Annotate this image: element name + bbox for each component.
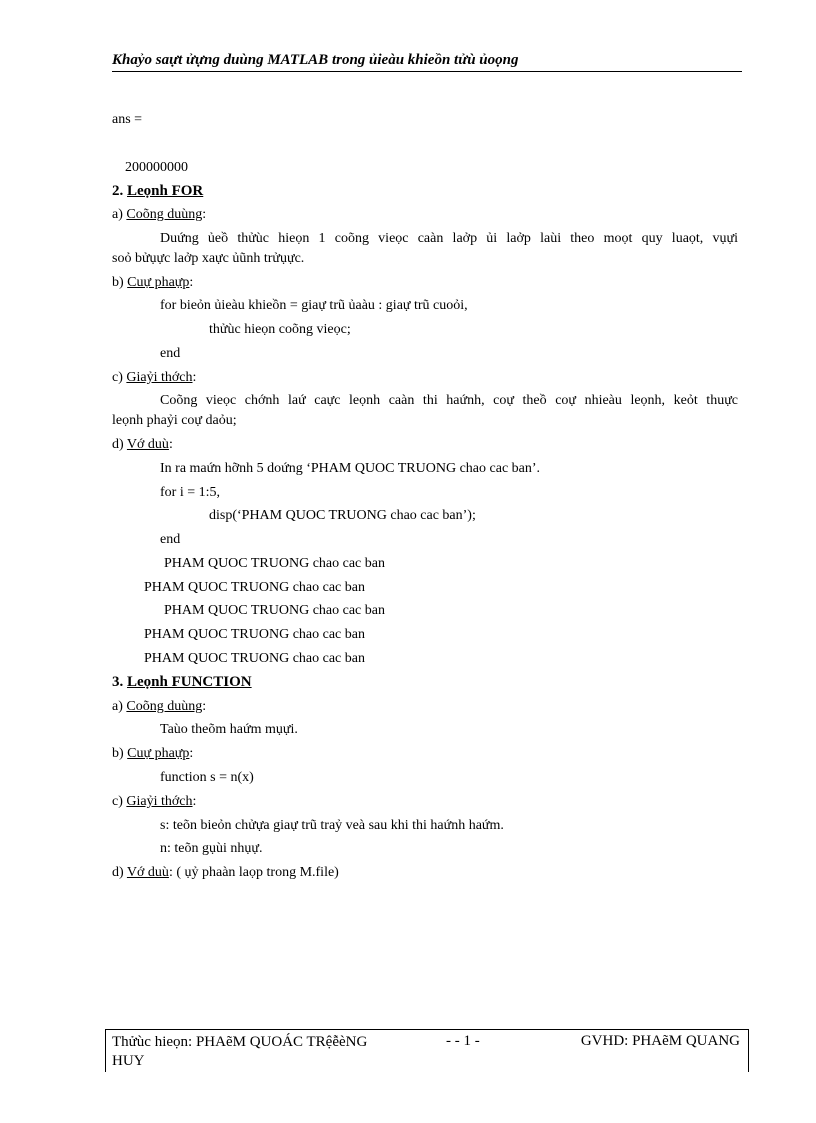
for-example-desc: In ra maứn hỡnh 5 doứng ‘PHAM QUOC TRUONG chao cac ban’. (160, 461, 541, 476)
function-syntax-heading (112, 746, 193, 762)
section-3-heading (112, 674, 252, 691)
function-explain-text-2: n: teõn gụùi nhụự. (160, 841, 263, 856)
function-explain-heading (112, 794, 196, 810)
item-label: Vớ duù (126, 865, 169, 880)
item-colon: : (189, 275, 194, 290)
for-example-heading (112, 437, 173, 453)
page-footer (105, 1029, 749, 1072)
for-syntax-line-2: thửùc hieọn coõng vieọc; (209, 322, 351, 337)
item-label: Coõng duùng (126, 699, 203, 714)
section-2-heading (112, 183, 203, 200)
section-2-title: Leọnh FOR (127, 183, 204, 199)
item-label: Coõng duùng (126, 207, 203, 222)
for-usage-text-cont: soỏ bửụực laởp xaực ủũnh trửụực. (112, 251, 305, 266)
item-prefix: a) (112, 207, 127, 222)
function-example-heading (112, 865, 339, 881)
item-prefix: b) (112, 275, 128, 290)
item-label: Vớ duù (126, 437, 169, 452)
item-label: Cuự phaựp (127, 746, 190, 761)
item-label: Giaỷi thớch (126, 370, 193, 385)
for-explain-heading (112, 370, 196, 386)
footer-page-number: - - 1 - (446, 1033, 480, 1049)
function-explain-text-1: s: teõn bieỏn chửựa giaự trũ traỷ veà sau khi thi haứnh haứm. (160, 818, 504, 833)
item-colon: : (168, 437, 173, 452)
for-explain-text-cont: leọnh phaỷi coự daỏu; (112, 413, 237, 428)
item-colon: : (192, 370, 197, 385)
item-prefix: a) (112, 699, 127, 714)
for-usage-text: Duứng ủeồ thửùc hieọn 1 coõng vieọc caàn laởp ủi laởp laùi theo moọt quy luaọt, vụựi (160, 231, 738, 246)
output-line: PHAM QUOC TRUONG chao cac ban (144, 627, 365, 642)
for-example-code-2: disp(‘PHAM QUOC TRUONG chao cac ban’); (209, 508, 476, 523)
for-explain-text: Coõng vieọc chớnh laứ caực leọnh caàn thi haứnh, coự theồ coự nhieàu leọnh, keỏt thuực (160, 393, 738, 408)
function-usage-heading (112, 699, 206, 715)
footer-author: Thửùc hieọn: PHAẽM QUOÁC TRệễèNG HUY (112, 1034, 368, 1069)
item-colon: : (202, 207, 207, 222)
item-prefix: b) (112, 746, 128, 761)
item-label: Giaỷi thớch (126, 794, 193, 809)
for-example-code-3: end (160, 532, 181, 547)
ans-value: 200000000 (125, 160, 188, 175)
item-colon: : (202, 699, 207, 714)
item-colon: : (189, 746, 194, 761)
output-line: PHAM QUOC TRUONG chao cac ban (144, 580, 365, 595)
output-line: PHAM QUOC TRUONG chao cac ban (164, 556, 385, 571)
item-prefix: d) (112, 865, 127, 880)
header-title: Khaỷo saựt ửựng duùng MATLAB trong ủieàu khieồn tửù ủoọng (112, 52, 519, 68)
item-colon: : (192, 794, 197, 809)
item-prefix: d) (112, 437, 127, 452)
for-usage-heading (112, 207, 206, 223)
section-3-number: 3. (112, 674, 127, 690)
item-prefix: c) (112, 794, 127, 809)
output-line: PHAM QUOC TRUONG chao cac ban (144, 651, 365, 666)
for-syntax-line-3: end (160, 346, 181, 361)
output-line: PHAM QUOC TRUONG chao cac ban (164, 603, 385, 618)
ans-line: ans = (112, 112, 143, 127)
for-syntax-heading (112, 275, 193, 291)
item-label: Cuự phaựp (127, 275, 190, 290)
item-rest: : ( ụỷ phaàn laọp trong M.file) (168, 865, 339, 880)
function-usage-text: Taùo theõm haứm mụựi. (160, 722, 298, 737)
function-syntax-text: function s = n(x) (160, 770, 254, 785)
for-example-code-1: for i = 1:5, (160, 485, 220, 500)
section-3-title: Leọnh FUNCTION (127, 674, 252, 690)
footer-advisor: GVHD: PHAẽM QUANG (580, 1033, 740, 1049)
item-prefix: c) (112, 370, 127, 385)
for-syntax-line-1: for bieỏn ủieàu khieồn = giaự trũ ủaàu : giaự trũ cuoỏi, (160, 298, 468, 313)
page-header (112, 52, 742, 72)
section-2-number: 2. (112, 183, 127, 199)
